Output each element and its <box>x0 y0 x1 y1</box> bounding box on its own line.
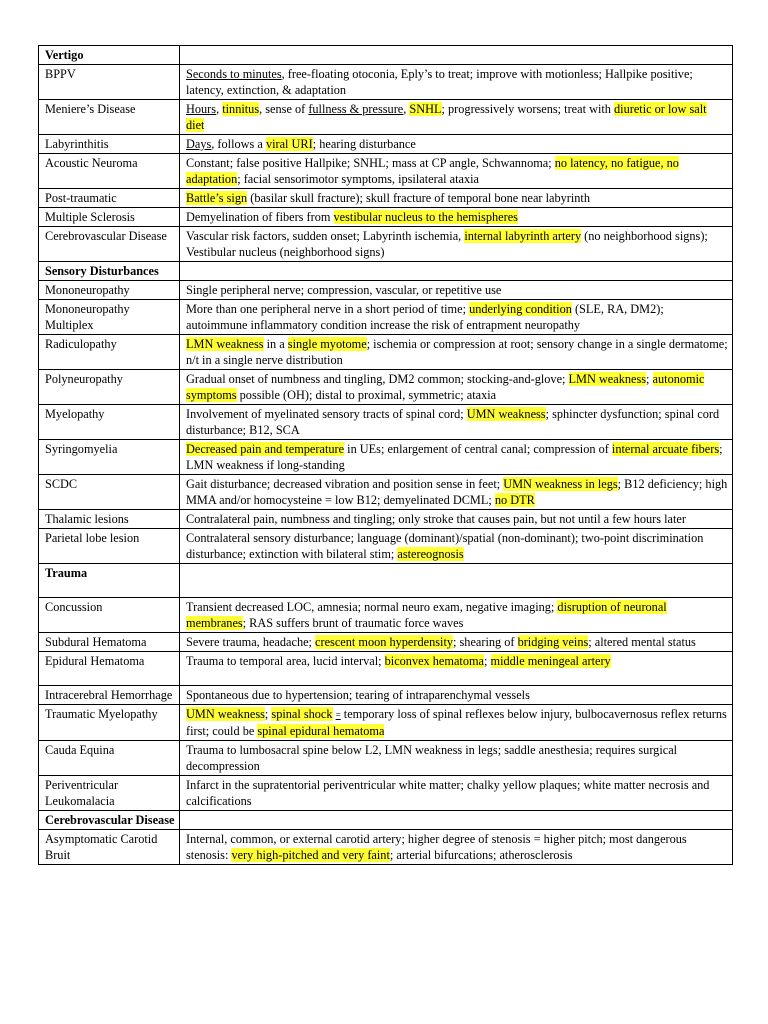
condition-description <box>180 741 733 776</box>
highlighted-text: crescent moon hyperdensity <box>315 635 454 649</box>
table-row <box>39 686 733 705</box>
highlighted-text: spinal shock <box>271 707 333 721</box>
condition-description <box>180 475 733 510</box>
description-text: More than one peripheral nerve in a short period of time; <box>186 302 470 316</box>
table-row <box>39 475 733 510</box>
section-header-row <box>39 811 733 830</box>
highlighted-text: UMN weakness <box>466 407 546 421</box>
highlighted-text: biconvex hematoma <box>384 654 484 668</box>
underlined-text: Days <box>186 137 212 151</box>
condition-name: Syringomyelia <box>39 440 180 475</box>
description-text: , follows a <box>211 137 266 151</box>
description-text: Infarct in the supratentorial periventricular white matter; chalky yellow plaques; white matter necrosis and calcifications <box>186 778 710 809</box>
table-row <box>39 100 733 135</box>
condition-description <box>180 370 733 405</box>
highlighted-text: viral URI <box>265 137 313 151</box>
condition-name: Intracerebral Hemorrhage <box>39 686 180 705</box>
description-text: ; <box>264 707 272 721</box>
highlighted-text: very high-pitched and very faint <box>231 848 390 863</box>
description-text: ; altered mental status <box>588 635 696 649</box>
condition-description <box>180 262 733 281</box>
highlighted-text: middle meningeal artery <box>490 654 611 668</box>
description-text: Involvement of myelinated sensory tracts of spinal cord; <box>186 407 467 421</box>
highlighted-text: internal arcuate fibers <box>611 442 720 456</box>
table-row <box>39 281 733 300</box>
condition-name: Parietal lobe lesion <box>39 529 180 564</box>
description-text: (SLE, RA, DM2); autoimmune inflammatory condition increase the risk of entrapment neuropathy <box>186 302 664 332</box>
condition-description <box>180 208 733 227</box>
description-text: (no neighborhood signs); Vestibular nucleus (neighborhood signs) <box>186 229 708 259</box>
description-text: ; <box>646 372 653 386</box>
condition-description <box>180 335 733 370</box>
condition-description <box>180 46 733 65</box>
underlined-text: fullness & pressure <box>308 102 404 116</box>
description-text: ; <box>484 654 491 668</box>
table-row <box>39 440 733 475</box>
description-text: ; sphincter dysfunction; spinal cord disturbance; B12, SCA <box>186 407 720 437</box>
table-row <box>39 830 733 865</box>
highlighted-text: LMN weakness <box>186 337 264 351</box>
description-text: Gait disturbance; decreased vibration and position sense in feet; <box>186 477 504 491</box>
table-row <box>39 227 733 262</box>
table-row <box>39 510 733 529</box>
section-title: Vertigo <box>39 46 180 65</box>
description-text: , sense of <box>259 102 309 116</box>
description-text: Gradual onset of numbness and tingling, DM2 common; stocking-and-glove; <box>186 372 569 386</box>
condition-name: Traumatic Myelopathy <box>39 705 180 741</box>
description-text: , <box>216 102 223 116</box>
condition-description <box>180 405 733 440</box>
condition-name: Acoustic Neuroma <box>39 154 180 189</box>
description-text: temporary loss of spinal reflexes below injury, bulbocavernosus reflex returns first; could be <box>186 707 727 739</box>
condition-description <box>180 440 733 475</box>
highlighted-text: underlying condition <box>469 302 572 316</box>
highlighted-text: diuretic or low salt diet <box>186 102 707 132</box>
condition-description <box>180 227 733 262</box>
condition-description <box>180 705 733 741</box>
description-text: Single peripheral nerve; compression, vascular, or repetitive use <box>186 283 502 297</box>
description-text: possible (OH); distal to proximal, symmetric; ataxia <box>236 388 497 402</box>
description-text: Trauma to temporal area, lucid interval; <box>186 654 385 668</box>
section-header-row <box>39 564 733 598</box>
description-text: Contralateral sensory disturbance; language (dominant)/spatial (non-dominant); two-point discrimination disturbance; extinction with bilateral stim; <box>186 531 704 561</box>
highlighted-text: LMN weakness <box>568 372 647 386</box>
condition-description <box>180 189 733 208</box>
notes-table <box>38 45 733 865</box>
table-row <box>39 705 733 741</box>
table-row <box>39 741 733 776</box>
description-text: ; B12 deficiency; high MMA and/or homocysteine = low B12; demyelinated DCML; <box>186 477 728 507</box>
description-text: ; LMN weakness if long-standing <box>186 442 723 472</box>
table-row <box>39 370 733 405</box>
description-text: ; shearing of <box>453 635 518 649</box>
description-text: ; arterial bifurcations; atherosclerosis <box>389 848 573 863</box>
condition-name: Periventricular Leukomalacia <box>39 776 180 811</box>
table-row <box>39 300 733 335</box>
highlighted-text: UMN weakness in legs <box>503 477 618 491</box>
condition-description <box>180 598 733 633</box>
condition-name: Myelopathy <box>39 405 180 440</box>
description-text: Transient decreased LOC, amnesia; normal neuro exam, negative imaging; <box>186 600 558 614</box>
description-text: ; hearing disturbance <box>312 137 416 151</box>
condition-name: Cauda Equina <box>39 741 180 776</box>
description-text: in a <box>263 337 288 351</box>
condition-name: BPPV <box>39 65 180 100</box>
condition-description <box>180 529 733 564</box>
condition-description <box>180 811 733 830</box>
condition-name: Mononeuropathy <box>39 281 180 300</box>
description-text: Trauma to lumbosacral spine below L2, LMN weakness in legs; saddle anesthesia; requires surgical decompression <box>186 743 678 774</box>
description-text: Contralateral pain, numbness and tingling; only stroke that causes pain, but not until a few hours later <box>186 512 686 526</box>
underlined-text: Hours <box>186 102 217 116</box>
condition-name: Radiculopathy <box>39 335 180 370</box>
underlined-text: Seconds to minutes <box>186 67 282 81</box>
condition-description <box>180 830 733 865</box>
condition-description <box>180 510 733 529</box>
description-text: Internal, common, or external carotid artery; higher degree of stenosis = higher pitch; most dangerous stenosis: <box>186 832 687 863</box>
table-row <box>39 633 733 652</box>
highlighted-text: autonomic symptoms <box>186 372 705 402</box>
condition-description <box>180 65 733 100</box>
condition-description <box>180 652 733 686</box>
description-text: Demyelination of fibers from <box>186 210 334 224</box>
condition-name: Asymptomatic Carotid Bruit <box>39 830 180 865</box>
highlighted-text: UMN weakness <box>186 707 265 721</box>
table-row <box>39 189 733 208</box>
section-header-row <box>39 262 733 281</box>
condition-description <box>180 686 733 705</box>
condition-name: Meniere’s Disease <box>39 100 180 135</box>
table-row <box>39 652 733 686</box>
condition-name: Post-traumatic <box>39 189 180 208</box>
table-row <box>39 335 733 370</box>
section-title: Trauma <box>39 564 180 598</box>
description-text: (basilar skull fracture); skull fracture of temporal bone near labyrinth <box>247 191 590 205</box>
highlighted-text: Battle’s sign <box>186 191 248 205</box>
condition-name: Cerebrovascular Disease <box>39 227 180 262</box>
condition-description <box>180 135 733 154</box>
description-text: Vascular risk factors, sudden onset; Labyrinth ischemia, <box>186 229 465 243</box>
highlighted-text: no DTR <box>494 493 535 507</box>
notes-table-body <box>39 46 733 865</box>
table-row <box>39 208 733 227</box>
description-text: Constant; false positive Hallpike; SNHL; mass at CP angle, Schwannoma; <box>186 156 555 170</box>
highlighted-text: internal labyrinth artery <box>464 229 582 243</box>
description-text: ; progressively worsens; treat with <box>441 102 615 116</box>
condition-description <box>180 154 733 189</box>
table-row <box>39 135 733 154</box>
table-row <box>39 776 733 811</box>
description-text: in UEs; enlargement of central canal; compression of <box>344 442 612 456</box>
highlighted-text: tinnitus <box>222 102 260 116</box>
highlighted-text: astereognosis <box>397 547 464 561</box>
condition-description <box>180 633 733 652</box>
highlighted-text: vestibular nucleus to the hemispheres <box>333 210 518 224</box>
highlighted-text: spinal epidural hematoma <box>257 724 385 739</box>
condition-description <box>180 100 733 135</box>
condition-name: Mononeuropathy Multiplex <box>39 300 180 335</box>
condition-name: Concussion <box>39 598 180 633</box>
condition-name: Thalamic lesions <box>39 510 180 529</box>
description-text: ; RAS suffers brunt of traumatic force waves <box>242 616 464 630</box>
condition-description <box>180 564 733 598</box>
condition-name: Epidural Hematoma <box>39 652 180 686</box>
description-text: , <box>403 102 410 116</box>
description-text: ; ischemia or compression at root; sensory change in a single dermatome; n/t in a single nerve distribution <box>186 337 728 367</box>
condition-description <box>180 776 733 811</box>
highlighted-text: single myotome <box>287 337 367 351</box>
highlighted-text: disruption of neuronal membranes <box>186 600 667 630</box>
highlighted-text: SNHL <box>409 102 442 116</box>
table-row <box>39 529 733 564</box>
condition-name: Subdural Hematoma <box>39 633 180 652</box>
table-row <box>39 598 733 633</box>
table-row <box>39 65 733 100</box>
condition-description <box>180 281 733 300</box>
description-text: Severe trauma, headache; <box>186 635 316 649</box>
condition-name: Labyrinthitis <box>39 135 180 154</box>
highlighted-text: no latency, no fatigue, no adaptation <box>186 156 679 186</box>
description-text: ; facial sensorimotor symptoms, ipsilateral ataxia <box>237 172 479 186</box>
section-title: Cerebrovascular Disease <box>39 811 180 830</box>
section-title: Sensory Disturbances <box>39 262 180 281</box>
description-text: , free-floating otoconia, Eply’s to treat; improve with motionless; Hallpike positive; latency, extinction, & adaptation <box>186 67 693 97</box>
section-header-row <box>39 46 733 65</box>
table-row <box>39 154 733 189</box>
highlighted-text: bridging veins <box>517 635 589 649</box>
highlighted-text: Decreased pain and temperature <box>186 442 345 456</box>
description-text: Spontaneous due to hypertension; tearing of intraparenchymal vessels <box>186 688 530 702</box>
condition-name: Polyneuropathy <box>39 370 180 405</box>
description-text: = <box>335 710 341 721</box>
table-row <box>39 405 733 440</box>
condition-description <box>180 300 733 335</box>
condition-name: SCDC <box>39 475 180 510</box>
condition-name: Multiple Sclerosis <box>39 208 180 227</box>
